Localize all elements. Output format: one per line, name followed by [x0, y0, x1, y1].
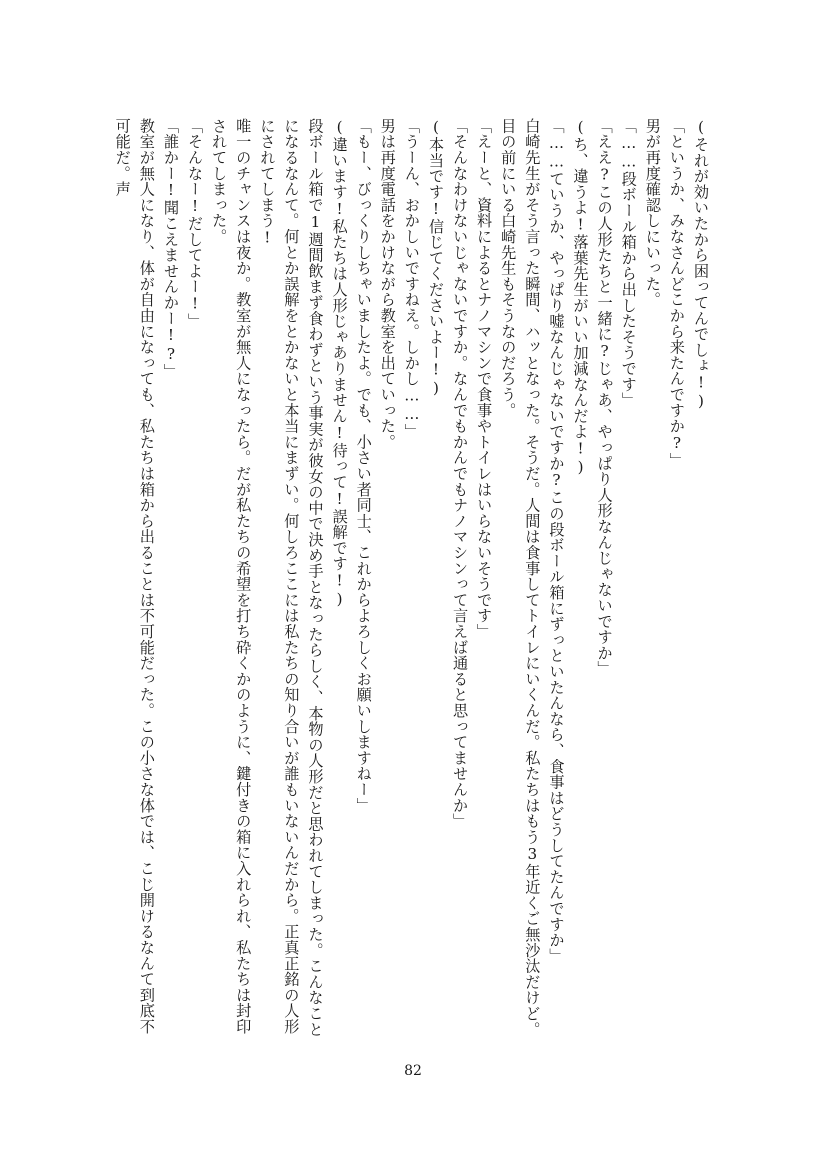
text-line: 白崎先生がそう言った瞬間、ハッとなった。そうだ。人間は食事してトイレにいくんだ。私たちはもう3年近くご無沙汰だけど。目の前にいる白崎先生もそうなのだろう。	[499, 118, 542, 1038]
text-line: 唯一のチャンスは夜か。教室が無人になったら。だが私たちの希望を打ち砕くかのように、鍵付きの箱に入れられ、私たちは封印されてしまった。	[210, 118, 253, 1035]
text-line: (本当です!信じてくださいよー!)	[426, 118, 445, 398]
text-line: 「ええ?この人形たちと一緒に?じゃあ、やっぱり人形なんじゃないですか」	[595, 118, 614, 677]
text-line: 教室が無人になり、体が自由になっても、私たちは箱から出ることは不可能だった。この小さな体では、こじ開けるなんて到底不可能だ。声	[113, 118, 156, 1035]
text-line: 「えーと、資料によるとナノマシンで食事やトイレはいらないそうです」	[475, 118, 494, 640]
text-line: 段ボール箱で1週間飲まず食わずという事実が彼女の中で決め手となったらしく、本物の人形だと思われてしまった。こんなことになるなんて。何とか誤解をとかないと本当にまずい。何しろここには私たちの知り合いが誰もいないんだから。正真正銘の人形にされてしまう!	[258, 118, 325, 1038]
text-line: 「というか、みなさんどこから来たんですか?」	[667, 118, 686, 469]
page-number: 82	[404, 1063, 422, 1079]
text-line: 「……段ボール箱から出したそうです」	[619, 118, 638, 408]
text-line: 男が再度確認しにいった。	[643, 118, 662, 308]
text-line: 「……ていうか、やっぱり嘘なんじゃないですか?この段ボール箱にずっといたんなら、食事はどうしてたんですか」	[547, 118, 566, 964]
text-line: (それが効いたから困ってんでしょ!)	[692, 118, 710, 411]
text-line: 「そんなわけないじゃないですか。なんでもかんでもナノマシンって言えば通ると思ってませんか」	[451, 118, 470, 829]
text-line: 「誰かー!聞こえませんかー!?」	[161, 118, 180, 380]
text-line: 「うーん、おかしいですねえ。しかし……」	[402, 118, 421, 440]
text-line: (ち、違うよ!落葉先生がいい加減なんだよ!)	[571, 118, 590, 477]
vertical-text-body	[113, 118, 713, 1040]
text-line: 男は再度電話をかけながら教室を出ていった。	[378, 118, 397, 450]
text-line: 「もー、びっくりしちゃいましたよ。でも、小さい者同士、これからよろしくお願いしますねー」	[354, 118, 373, 814]
text-line: (違います!私たちは人形じゃありません!待って!誤解です!)	[330, 118, 349, 609]
text-line: 「そんなー!だしてよー!」	[186, 118, 205, 329]
